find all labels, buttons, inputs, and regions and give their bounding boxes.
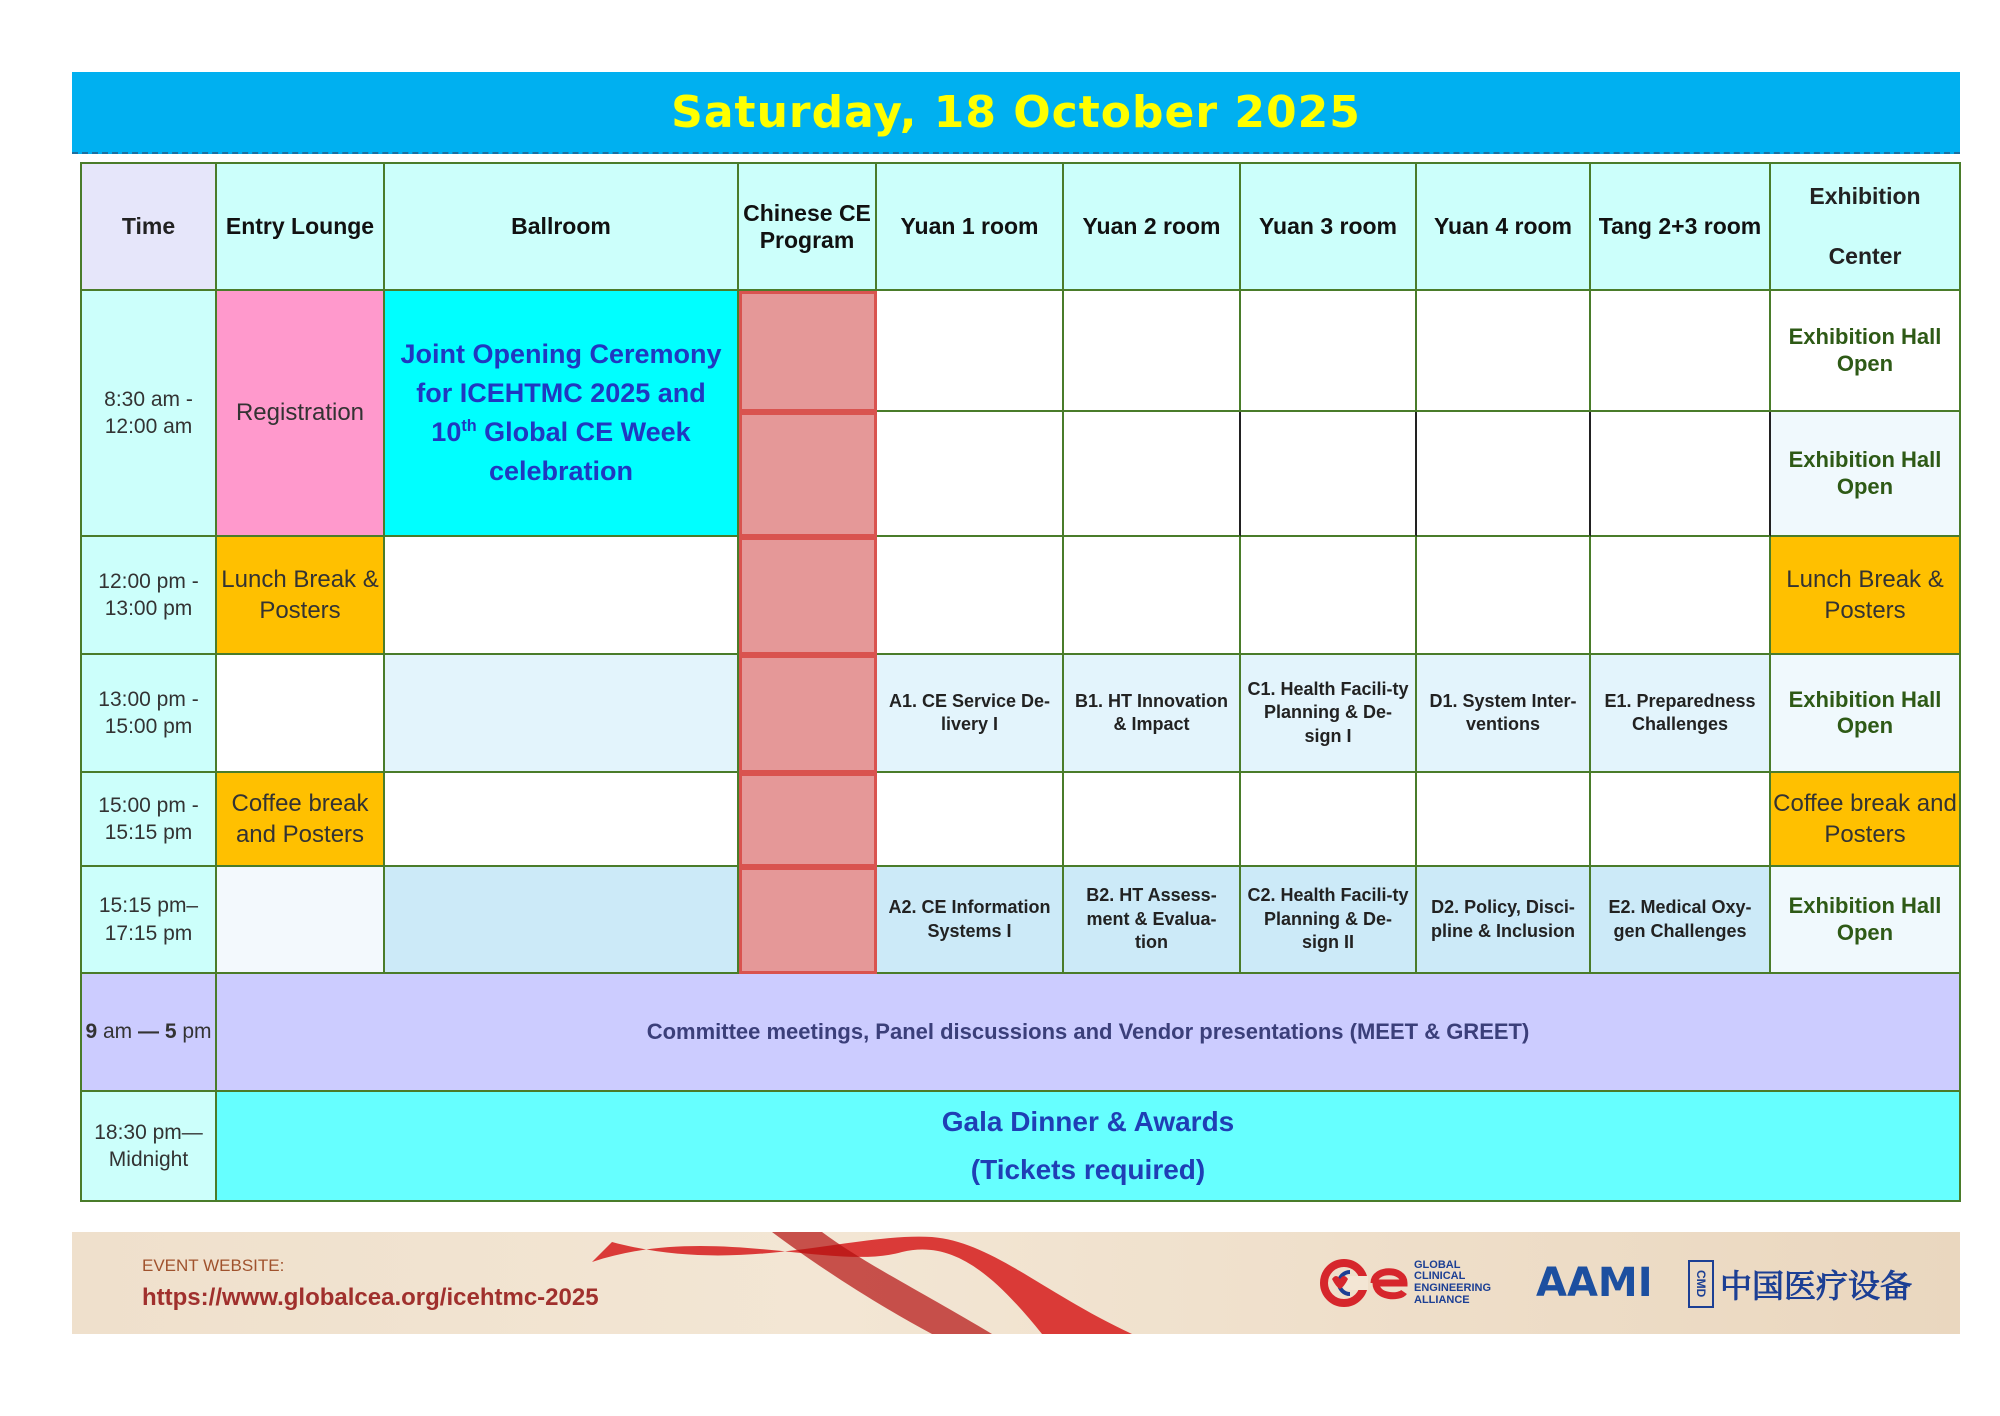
empty-cell (1591, 773, 1771, 867)
empty-cell (385, 655, 739, 773)
chinese-ce-slot (739, 773, 877, 867)
exhibition-open-cell: Exhibition Hall Open (1771, 867, 1961, 974)
time-committee-end: — 5 (138, 1020, 177, 1044)
empty-cell (1417, 291, 1591, 412)
time-morning: 8:30 am - 12:00 am (82, 291, 217, 537)
empty-cell (1591, 537, 1771, 655)
time-session2: 15:15 pm– 17:15 pm (82, 867, 217, 974)
session-e2: E2. Medical Oxy-gen Challenges (1591, 867, 1771, 974)
empty-cell (217, 655, 385, 773)
session-c2: C2. Health Facili-ty Planning & De-sign II (1241, 867, 1417, 974)
chinese-ce-slot (739, 655, 877, 773)
chinese-ce-slot (739, 867, 877, 974)
coffee-cell: Coffee break and Posters (1771, 773, 1961, 867)
header-tang: Tang 2+3 room (1591, 164, 1771, 291)
header-exhibition (1771, 164, 1961, 291)
time-committee-am: am (97, 1020, 138, 1044)
chinese-ce-slot (739, 537, 877, 655)
header-yuan1: Yuan 1 room (877, 164, 1064, 291)
session-b1: B1. HT Innovation & Impact (1064, 655, 1241, 773)
exhibition-open-cell: Exhibition Hall Open (1771, 412, 1961, 537)
red-ribbon-decoration (572, 1232, 1132, 1334)
opening-ceremony-cell (385, 291, 739, 537)
gcea-line3: ENGINEERING (1414, 1282, 1492, 1294)
header-yuan4: Yuan 4 room (1417, 164, 1591, 291)
empty-cell (1241, 291, 1417, 412)
gala-tickets: (Tickets required) (970, 1154, 1206, 1185)
empty-cell (1591, 412, 1771, 537)
empty-cell (1417, 412, 1591, 537)
gcea-logo (1320, 1258, 1491, 1308)
chinese-ce-slot (739, 412, 877, 537)
chinese-ce-slot (739, 291, 877, 412)
empty-cell (1241, 412, 1417, 537)
time-committee-start: 9 (85, 1020, 98, 1044)
empty-cell (877, 291, 1064, 412)
empty-cell (1064, 537, 1241, 655)
aami-logo: AAMI (1536, 1260, 1653, 1306)
exhibition-open-cell: Exhibition Hall Open (1771, 291, 1961, 412)
header-exhibition-line2: Center (1828, 242, 1902, 269)
date-banner (72, 72, 1960, 154)
session-b2: B2. HT Assess-ment & Evalua-tion (1064, 867, 1241, 974)
gcea-line1: GLOBAL (1414, 1258, 1461, 1271)
empty-cell (1417, 537, 1591, 655)
lunch-cell: Lunch Break & Posters (1771, 537, 1961, 655)
session-e1: E1. Preparedness Challenges (1591, 655, 1771, 773)
page-title: Saturday, 18 October 2025 (671, 86, 1361, 138)
exhibition-open-cell: Exhibition Hall Open (1771, 655, 1961, 773)
empty-cell (385, 867, 739, 974)
opening-text-a: Joint Opening Ceremony for ICEHTMC 2025 and 10 (400, 338, 722, 447)
empty-cell (1064, 412, 1241, 537)
time-committee-pm: pm (176, 1020, 212, 1044)
session-a1: A1. CE Service De-livery I (877, 655, 1064, 773)
gala-cell (217, 1092, 1961, 1202)
empty-cell (217, 867, 385, 974)
header-yuan3: Yuan 3 room (1241, 164, 1417, 291)
header-time: Time (82, 164, 217, 291)
coffee-cell: Coffee break and Posters (217, 773, 385, 867)
time-gala: 18:30 pm—Midnight (82, 1092, 217, 1202)
empty-cell (877, 537, 1064, 655)
empty-cell (877, 773, 1064, 867)
empty-cell (877, 412, 1064, 537)
cmd-chinese-name: 中国医疗设备 (1720, 1267, 1913, 1305)
lunch-cell: Lunch Break & Posters (217, 537, 385, 655)
time-coffee: 15:00 pm - 15:15 pm (82, 773, 217, 867)
header-ballroom: Ballroom (385, 164, 739, 291)
session-d2: D2. Policy, Disci-pline & Inclusion (1417, 867, 1591, 974)
session-a2: A2. CE Information Systems I (877, 867, 1064, 974)
opening-sup: th (461, 417, 477, 435)
empty-cell (385, 773, 739, 867)
gala-title: Gala Dinner & Awards (941, 1106, 1235, 1138)
footer-banner (72, 1232, 1960, 1334)
gcea-name (1414, 1260, 1491, 1306)
schedule-table (80, 162, 1961, 1202)
time-lunch: 12:00 pm - 13:00 pm (82, 537, 217, 655)
opening-text-b: Global CE Week celebration (476, 417, 691, 487)
time-session1: 13:00 pm - 15:00 pm (82, 655, 217, 773)
empty-cell (1241, 773, 1417, 867)
session-d1: D1. System Inter-ventions (1417, 655, 1591, 773)
empty-cell (1417, 773, 1591, 867)
header-entry-lounge: Entry Lounge (217, 164, 385, 291)
empty-cell (385, 537, 739, 655)
session-c1: C1. Health Facili-ty Planning & De-sign I (1241, 655, 1417, 773)
website-label: EVENT WEBSITE: (142, 1256, 285, 1275)
gcea-line4: ALLIANCE (1414, 1293, 1470, 1306)
header-chinese-ce: Chinese CE Program (739, 164, 877, 291)
committee-cell: Committee meetings, Panel discussions and Vendor presentations (MEET & GREET) (217, 974, 1961, 1092)
header-yuan2: Yuan 2 room (1064, 164, 1241, 291)
gcea-line2: CLINICAL (1414, 1270, 1466, 1283)
registration-cell: Registration (217, 291, 385, 537)
time-committee (82, 974, 217, 1092)
empty-cell (1591, 291, 1771, 412)
cmd-logo (1688, 1260, 1912, 1308)
empty-cell (1241, 537, 1417, 655)
gcea-ce-icon (1320, 1258, 1408, 1308)
empty-cell (1064, 291, 1241, 412)
header-exhibition-line1: Exhibition (1809, 182, 1921, 209)
website-link[interactable]: https://www.globalcea.org/icehtmc-2025 (142, 1284, 599, 1311)
empty-cell (1064, 773, 1241, 867)
cmd-abbr: CMD (1688, 1260, 1714, 1308)
